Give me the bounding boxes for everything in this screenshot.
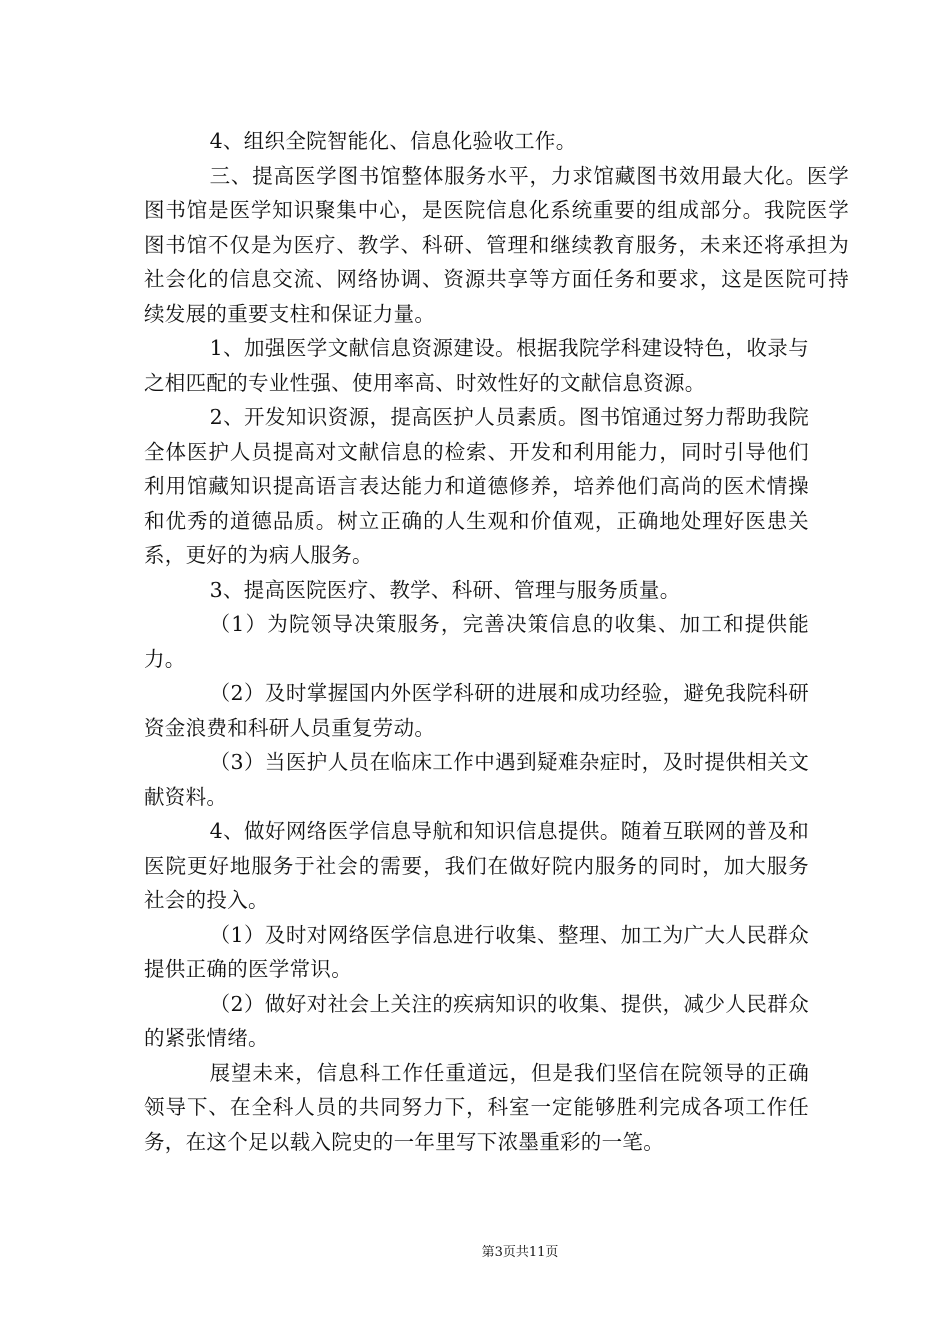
page-footer [0, 1245, 950, 1261]
paragraph-knowledge-resources: 2、开发知识资源，提高医护人员素质。图书馆通过努力帮助我院全体医护人员提高对文献信息的检索、开发和利用能力，同时引导他们利用馆藏知识提高语言表达能力和道德修养，培养他们高尚的医术情操和优秀的道德品质。树立正确的人生观和价值观，正确地处理好医患关系，更好的为病人服务。 [144, 405, 809, 567]
paragraph-network-sub-2: （2）做好对社会上关注的疾病知识的收集、提供，减少人民群众的紧张情绪。 [144, 991, 809, 1050]
paragraph-sub-2: （2）及时掌握国内外医学科研的进展和成功经验，避免我院科研资金浪费和科研人员重复劳动。 [144, 681, 809, 740]
document-body [144, 124, 849, 1159]
section-heading-library: 三、提高医学图书馆整体服务水平，力求馆藏图书效用最大化。医学图书馆是医学知识聚集中心，是医院信息化系统重要的组成部分。我院医学图书馆不仅是为医疗、教学、科研、管理和继续教育服务，未来还将承担为社会化的信息交流、网络协调、资源共享等方面任务和要求，这是医院可持续发展的重要支柱和保证力量。 [144, 163, 849, 326]
paragraph-sub-3: （3）当医护人员在临床工作中遇到疑难杂症时，及时提供相关文献资料。 [144, 750, 809, 809]
paragraph-literature-resources: 1、加强医学文献信息资源建设。根据我院学科建设特色，收录与之相匹配的专业性强、使用率高、时效性好的文献信息资源。 [144, 336, 809, 395]
paragraph-service-quality: 3、提高医院医疗、教学、科研、管理与服务质量。 [209, 577, 681, 602]
paragraph-outlook: 展望未来，信息科工作任重道远，但是我们坚信在院领导的正确领导下、在全科人员的共同努力下，科室一定能够胜利完成各项工作任务，在这个足以载入院史的一年里写下浓墨重彩的一笔。 [144, 1060, 809, 1154]
paragraph-network-sub-1: （1）及时对网络医学信息进行收集、整理、加工为广大人民群众提供正确的医学常识。 [144, 922, 809, 981]
paragraph-network-navigation: 4、做好网络医学信息导航和知识信息提供。随着互联网的普及和医院更好地服务于社会的需要，我们在做好院内服务的同时，加大服务社会的投入。 [144, 819, 809, 912]
page-number: 第3页共11页 [481, 1245, 559, 1260]
paragraph-item-4: 4、组织全院智能化、信息化验收工作。 [209, 129, 577, 153]
paragraph-sub-1: （1）为院领导决策服务，完善决策信息的收集、加工和提供能力。 [144, 612, 809, 671]
